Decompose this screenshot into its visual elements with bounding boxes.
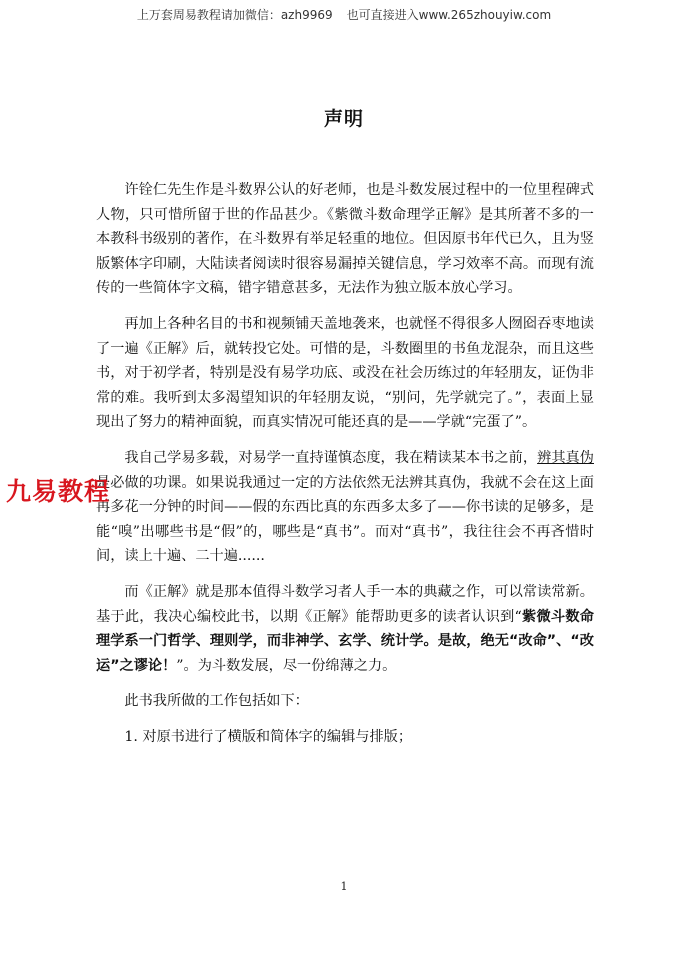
document-body <box>96 178 594 749</box>
paragraph-3-start: 我自己学易多载，对易学一直持谨慎态度，我在精读某本书之前， <box>124 449 538 466</box>
header-website-text: 也可直接进入www.265zhouyiw.com <box>346 8 552 22</box>
header-wechat-text: 上万套周易教程请加微信：azh9969 <box>136 8 333 22</box>
bold-statement: 紫微斗数命理学系一门哲学、理则学，而非神学、玄学、统计学。是故，绝无“改命”、“改运”之谬论！ <box>96 608 594 674</box>
paragraph-3-rest: 是必做的功课。如果说我通过一定的方法依然无法辨其真伪，我就不会在这上面再多花一分钟的时间——假的东西比真的东西多太多了——你书读的足够多，是能“嗅”出哪些书是“假”的，哪些是“真书”。而对“真书”，我往往会不再吝惜时间，读上十遍、二十遍...... <box>96 474 594 565</box>
watermark-logo: 九易教程 <box>6 477 111 506</box>
paragraph-2: 再加上各种名目的书和视频铺天盖地袭来，也就怪不得很多人囫囵吞枣地读了一遍《正解》后，就转投它处。可惜的是，斗数圈里的书鱼龙混杂，而且这些书，对于初学者，特别是没有易学功底、或没在社会历练过的年轻朋友，证伪非常的难。我听到太多渴望知识的年轻朋友说，“别问，先学就完了。”，表面上显现出了努力的精神面貌，而真实情况可能还真的是——学就“完蛋了”。 <box>96 315 594 431</box>
page-header <box>0 6 688 23</box>
paragraph-4 <box>96 580 594 678</box>
paragraph-1: 许铨仁先生作是斗数界公认的好老师，也是斗数发展过程中的一位里程碑式人物，只可惜所留于世的作品甚少。《紫微斗数命理学正解》是其所著不多的一本教科书级别的著作，在斗数界有举足轻重的地位。但因原书年代已久，且为竖版繁体字印刷，大陆读者阅读时很容易漏掉关键信息，学习效率不高。而现有流传的一些简体字文稿，错字错意甚多，无法作为独立版本放心学习。 <box>96 182 594 297</box>
underlined-phrase: 辨其真伪 <box>537 449 594 466</box>
list-item: 1. 对原书进行了横版和简体字的编辑与排版； <box>124 728 413 745</box>
paragraph-3 <box>96 446 594 569</box>
page-title: 声明 <box>323 108 364 130</box>
paragraph-4-rest: ”。为斗数发展，尽一份绵薄之力。 <box>176 657 397 674</box>
paragraph-5: 此书我所做的工作包括如下： <box>124 693 309 710</box>
page-number: 1 <box>340 880 348 893</box>
paragraph-4-start: 而《正解》就是那本值得斗数学习者人手一本的典藏之作，可以常读常新。基于此，我决心编校此书，以期《正解》能帮助更多的读者认识到“ <box>96 583 594 625</box>
